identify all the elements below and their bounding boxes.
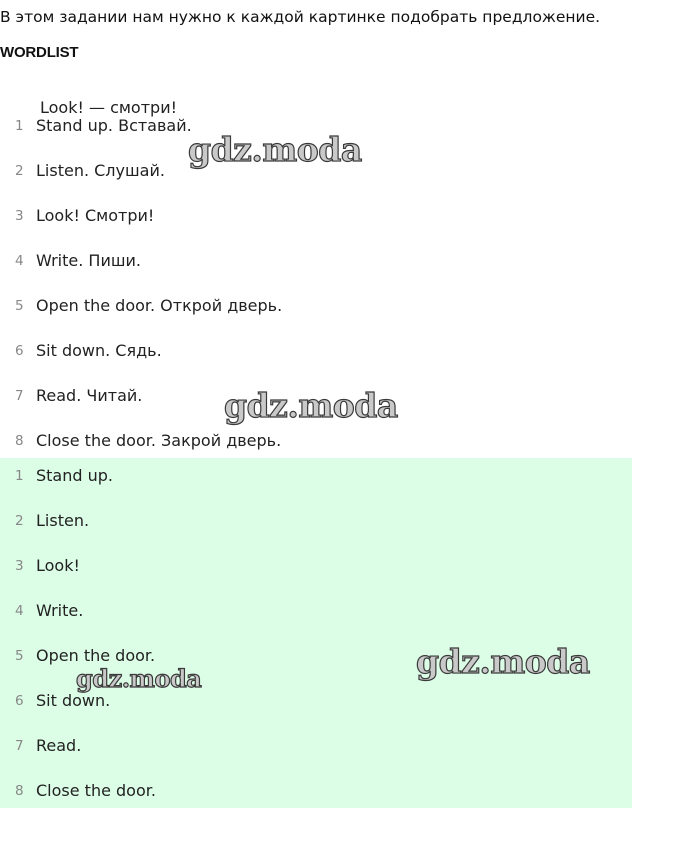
list-item	[0, 593, 632, 638]
item-number: 1	[15, 468, 24, 484]
item-text: Open the door.	[36, 646, 156, 665]
item-number: 5	[15, 648, 24, 664]
list-item	[0, 503, 632, 548]
item-text: Sit down. Сядь.	[36, 341, 162, 360]
clipped-line: Look! — смотри!	[40, 98, 178, 117]
item-text: Look!	[36, 556, 80, 575]
answer-list	[0, 458, 632, 808]
list-item	[0, 329, 632, 374]
list-item	[0, 458, 632, 503]
watermark: gdz.moda	[416, 642, 590, 681]
item-text: Read.	[36, 736, 82, 755]
item-text: Write.	[36, 601, 84, 620]
watermark: gdz.moda	[224, 386, 398, 425]
item-number: 4	[15, 603, 24, 619]
watermark: gdz.moda	[76, 664, 202, 693]
item-text: Open the door. Открой дверь.	[36, 296, 283, 315]
item-number: 2	[15, 513, 24, 529]
item-number: 8	[15, 433, 24, 449]
item-text: Write. Пиши.	[36, 251, 141, 270]
item-number: 5	[15, 298, 24, 314]
list-item	[0, 548, 632, 593]
list-item	[0, 728, 632, 773]
list-item	[0, 194, 632, 239]
item-number: 3	[15, 208, 24, 224]
item-text: Stand up.	[36, 466, 113, 485]
item-text: Read. Читай.	[36, 386, 143, 405]
item-number: 7	[15, 738, 24, 754]
item-text: Listen.	[36, 511, 90, 530]
item-number: 6	[15, 693, 24, 709]
item-number: 3	[15, 558, 24, 574]
item-text: Listen. Слушай.	[36, 161, 165, 180]
item-text: Look! Смотри!	[36, 206, 155, 225]
item-number: 2	[15, 163, 24, 179]
intro-text: В этом задании нам нужно к каждой картинке подобрать предложение.	[0, 8, 601, 26]
watermark: gdz.moda	[188, 130, 362, 169]
item-number: 1	[15, 118, 24, 134]
item-number: 8	[15, 783, 24, 799]
item-number: 6	[15, 343, 24, 359]
item-number: 4	[15, 253, 24, 269]
item-text: Close the door.	[36, 781, 156, 800]
list-item	[0, 773, 632, 818]
list-item	[0, 284, 632, 329]
item-text: Close the door. Закрой дверь.	[36, 431, 282, 450]
item-number: 7	[15, 388, 24, 404]
list-item	[0, 239, 632, 284]
item-text: Stand up. Вставай.	[36, 116, 192, 135]
wordlist-heading: WORDLIST	[0, 44, 79, 61]
item-text: Sit down.	[36, 691, 111, 710]
